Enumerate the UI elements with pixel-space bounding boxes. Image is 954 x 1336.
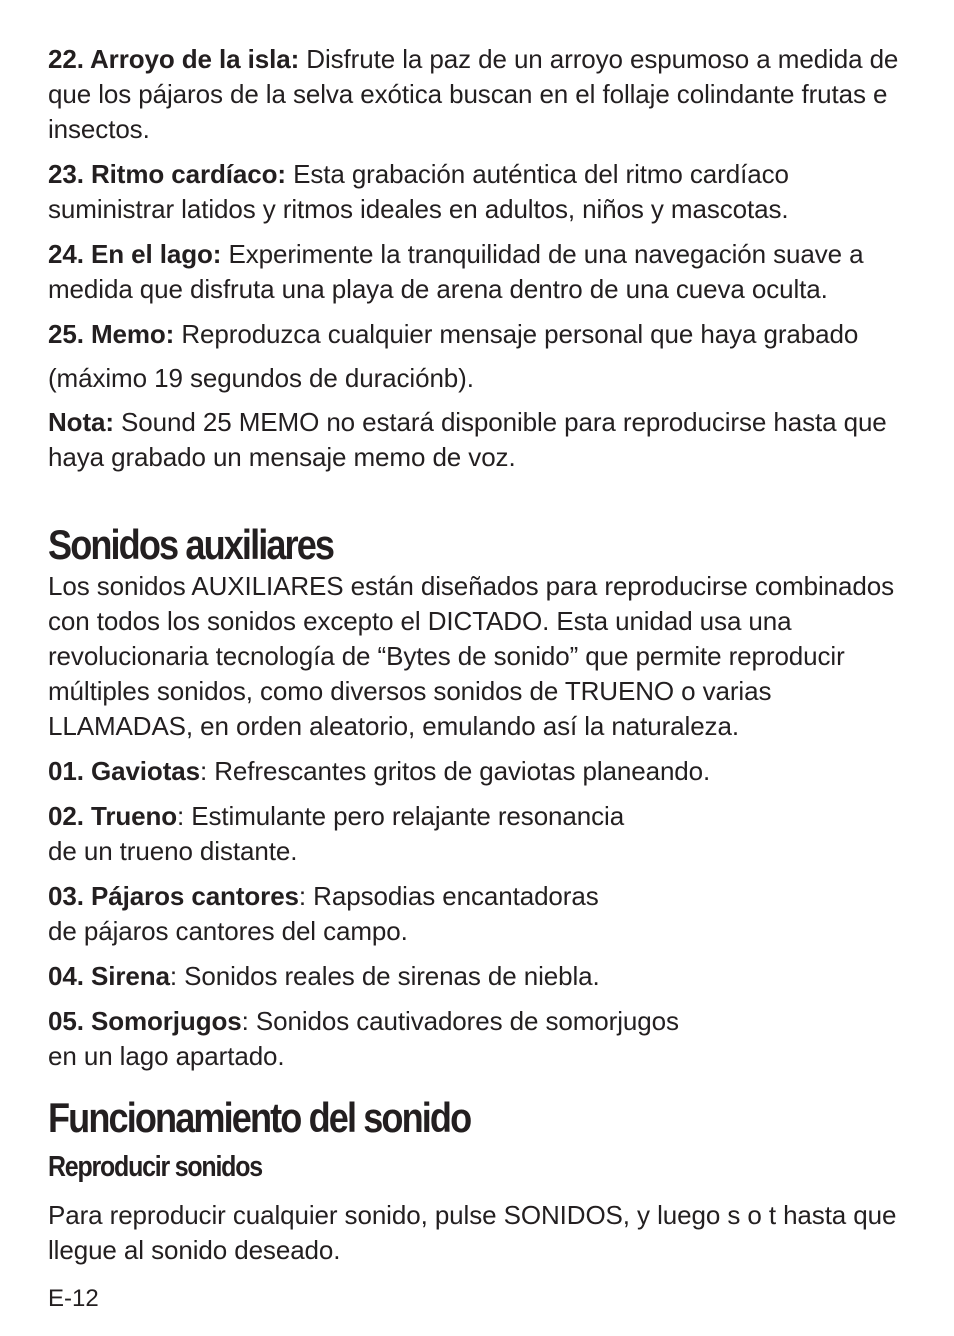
aux-item-description-line2: en un lago apartado.: [48, 1041, 285, 1071]
sound-item-25: [48, 317, 918, 352]
aux-item-01: [48, 754, 918, 789]
aux-intro: Los sonidos AUXILIARES están diseñados para reproducirse combinados con todos los sonidos excepto el DICTADO. Esta unidad usa una revolucionaria tecnología de “Bytes de sonido” que permite reproducir múltiples sonidos, como diversos sonidos de TRUENO o varias LLAMADAS, en orden aleatorio, emulando así la naturaleza.: [48, 571, 895, 741]
note-label: Nota:: [48, 407, 114, 437]
sound-item-description: (máximo 19 segundos de duraciónb).: [48, 363, 474, 393]
sound-item-label: 23. Ritmo cardíaco:: [48, 159, 286, 189]
aux-item-04: [48, 959, 918, 994]
aux-item-label: 05. Somorjugos: [48, 1006, 242, 1036]
aux-item-description-line2: de un trueno distante.: [48, 836, 298, 866]
aux-item-03: [48, 879, 918, 949]
sound-item-22: [48, 42, 918, 147]
sound-item-label: 25. Memo:: [48, 319, 175, 349]
sound-item-description: Reproduzca cualquier mensaje personal que haya grabado: [174, 319, 859, 349]
operation-text: Para reproducir cualquier sonido, pulse SONIDOS, y luego s o t hasta que llegue al sonido deseado.: [48, 1200, 897, 1265]
note-paragraph: [48, 405, 918, 475]
page-number: E-12: [48, 1285, 99, 1312]
aux-item-label: 01. Gaviotas: [48, 756, 200, 786]
sound-item-description: Disfrute la paz de un arroyo espumoso a medida de que los pájaros de la selva exótica buscan en el follaje colindante frutas e insectos.: [48, 44, 899, 144]
aux-item-label: 02. Trueno: [48, 801, 178, 831]
sound-item-24: [48, 237, 918, 307]
aux-item-description: : Sonidos cautivadores de somorjugos: [241, 1006, 679, 1036]
aux-item-description-line2: de pájaros cantores del campo.: [48, 916, 408, 946]
sound-item-description: Experimente la tranquilidad de una navegación suave a medida que disfruta una playa de arena dentro de una cueva oculta.: [48, 239, 864, 304]
aux-item-02: [48, 799, 918, 869]
page-content: [48, 42, 918, 1278]
aux-item-description: : Rapsodias encantadoras: [298, 881, 599, 911]
aux-item-description: : Sonidos reales de sirenas de niebla.: [169, 961, 600, 991]
section-heading-operation: Funcionamiento del sonido: [48, 1094, 471, 1141]
section-heading-aux: Sonidos auxiliares: [48, 521, 334, 568]
sound-item-23: [48, 157, 918, 227]
aux-item-description: : Refrescantes gritos de gaviotas planeando.: [200, 756, 711, 786]
sound-item-description: Esta grabación auténtica del ritmo cardíaco suministrar latidos y ritmos ideales en adultos, niños y mascotas.: [48, 159, 789, 224]
sound-item-label: 22. Arroyo de la isla:: [48, 44, 300, 74]
sound-item-label: 24. En el lago:: [48, 239, 222, 269]
subheading-play-sounds: Reproducir sonidos: [48, 1151, 262, 1183]
aux-item-label: 04. Sirena: [48, 961, 170, 991]
aux-item-05: [48, 1004, 918, 1074]
note-text: Sound 25 MEMO no estará disponible para reproducirse hasta que haya grabado un mensaje memo de voz.: [48, 407, 887, 472]
sound-item-25-duration: [48, 361, 918, 396]
aux-item-description: : Estimulante pero relajante resonancia: [177, 801, 625, 831]
aux-item-label: 03. Pájaros cantores: [48, 881, 299, 911]
